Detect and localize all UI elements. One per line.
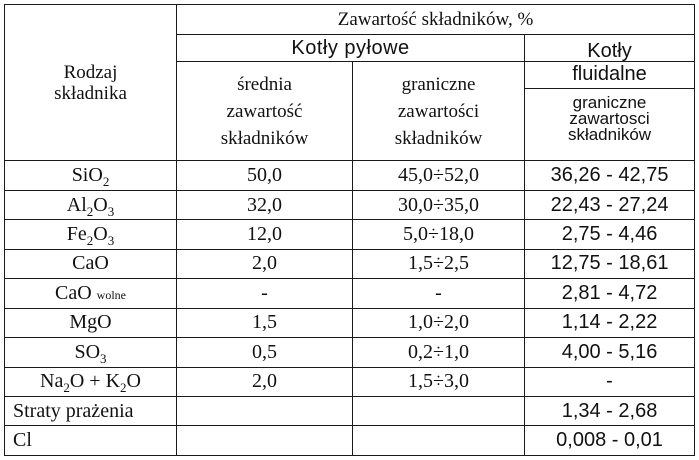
table-row — [5, 220, 695, 249]
component-cell: $Na_2O + K_2O$ — [5, 367, 177, 396]
avg-cell: 32,0 — [177, 190, 353, 219]
lim-line2: zawartości — [397, 100, 480, 122]
avg-cell: 12,0 — [177, 220, 353, 249]
limit-cell: 1,5÷2,5 — [353, 249, 525, 278]
fluidized-line2: fluidalne — [525, 62, 694, 89]
table-row — [5, 161, 695, 190]
fluidized-boilers-header — [525, 35, 695, 61]
table-row — [5, 279, 695, 308]
avg-line1: średnia — [237, 73, 292, 95]
fluid-cell: - — [525, 367, 695, 396]
fluid-cell: 12,75 - 18,61 — [525, 249, 695, 278]
limit-cell — [353, 426, 525, 456]
table-row — [5, 190, 695, 219]
limit-cell: 0,2÷1,0 — [353, 338, 525, 367]
component-cell: CaO wolne — [5, 279, 177, 308]
fluid-cell: 2,81 - 4,72 — [525, 279, 695, 308]
table-row — [5, 426, 695, 456]
table-row — [5, 397, 695, 426]
component-header — [5, 5, 177, 161]
component-header-line1: Rodzaj — [63, 61, 118, 83]
component-cell: CaO — [5, 249, 177, 278]
component-cell: Cl — [5, 426, 177, 456]
content-title: Zawartość składników, % — [177, 5, 695, 35]
fluidized-sub-header — [525, 61, 695, 161]
component-cell: $Fe_2O_3$ — [5, 220, 177, 249]
flu-line1: graniczne — [572, 92, 647, 112]
component-cell: $SO_3$ — [5, 338, 177, 367]
table-row — [5, 308, 695, 337]
limit-cell: 1,5÷3,0 — [353, 367, 525, 396]
flu-line2: zawartosci — [569, 108, 650, 128]
limit-cell: - — [353, 279, 525, 308]
fluid-cell: 36,26 - 42,75 — [525, 161, 695, 190]
limit-cell: 45,0÷52,0 — [353, 161, 525, 190]
limit-cell — [353, 397, 525, 426]
component-header-line2: składnika — [54, 82, 127, 104]
avg-cell — [177, 397, 353, 426]
fluid-cell: 2,75 - 4,46 — [525, 220, 695, 249]
avg-cell — [177, 426, 353, 456]
avg-line2: zawartość — [226, 100, 303, 122]
fluid-cell: 22,43 - 27,24 — [525, 190, 695, 219]
table-row — [5, 338, 695, 367]
avg-cell: 0,5 — [177, 338, 353, 367]
fluid-cell: 1,34 - 2,68 — [525, 397, 695, 426]
table-row — [5, 367, 695, 396]
component-cell: Straty prażenia — [5, 397, 177, 426]
avg-cell: 2,0 — [177, 249, 353, 278]
avg-cell: 1,5 — [177, 308, 353, 337]
fluid-cell: 4,00 - 5,16 — [525, 338, 695, 367]
component-cell: $Al_2O_3$ — [5, 190, 177, 219]
limit-cell: 5,0÷18,0 — [353, 220, 525, 249]
avg-line3: składników — [220, 127, 309, 149]
ash-composition-table — [4, 4, 695, 456]
component-cell: SiO$_2$ — [5, 161, 177, 190]
avg-content-header — [177, 61, 353, 161]
component-cell: MgO — [5, 308, 177, 337]
avg-cell: - — [177, 279, 353, 308]
limit-cell: 1,0÷2,0 — [353, 308, 525, 337]
fluid-cell: 0,008 - 0,01 — [525, 426, 695, 456]
avg-cell: 50,0 — [177, 161, 353, 190]
fluidized-line1: Kotły — [587, 39, 632, 62]
limit-cell: 30,0÷35,0 — [353, 190, 525, 219]
table-row — [5, 249, 695, 278]
fluid-cell: 1,14 - 2,22 — [525, 308, 695, 337]
lim-line3: składników — [394, 127, 483, 149]
pulverized-boilers-header: Kotły pyłowe — [177, 35, 525, 61]
avg-cell: 2,0 — [177, 367, 353, 396]
lim-line1: graniczne — [401, 73, 476, 95]
limit-content-header — [353, 61, 525, 161]
flu-line3: składników — [567, 124, 652, 144]
